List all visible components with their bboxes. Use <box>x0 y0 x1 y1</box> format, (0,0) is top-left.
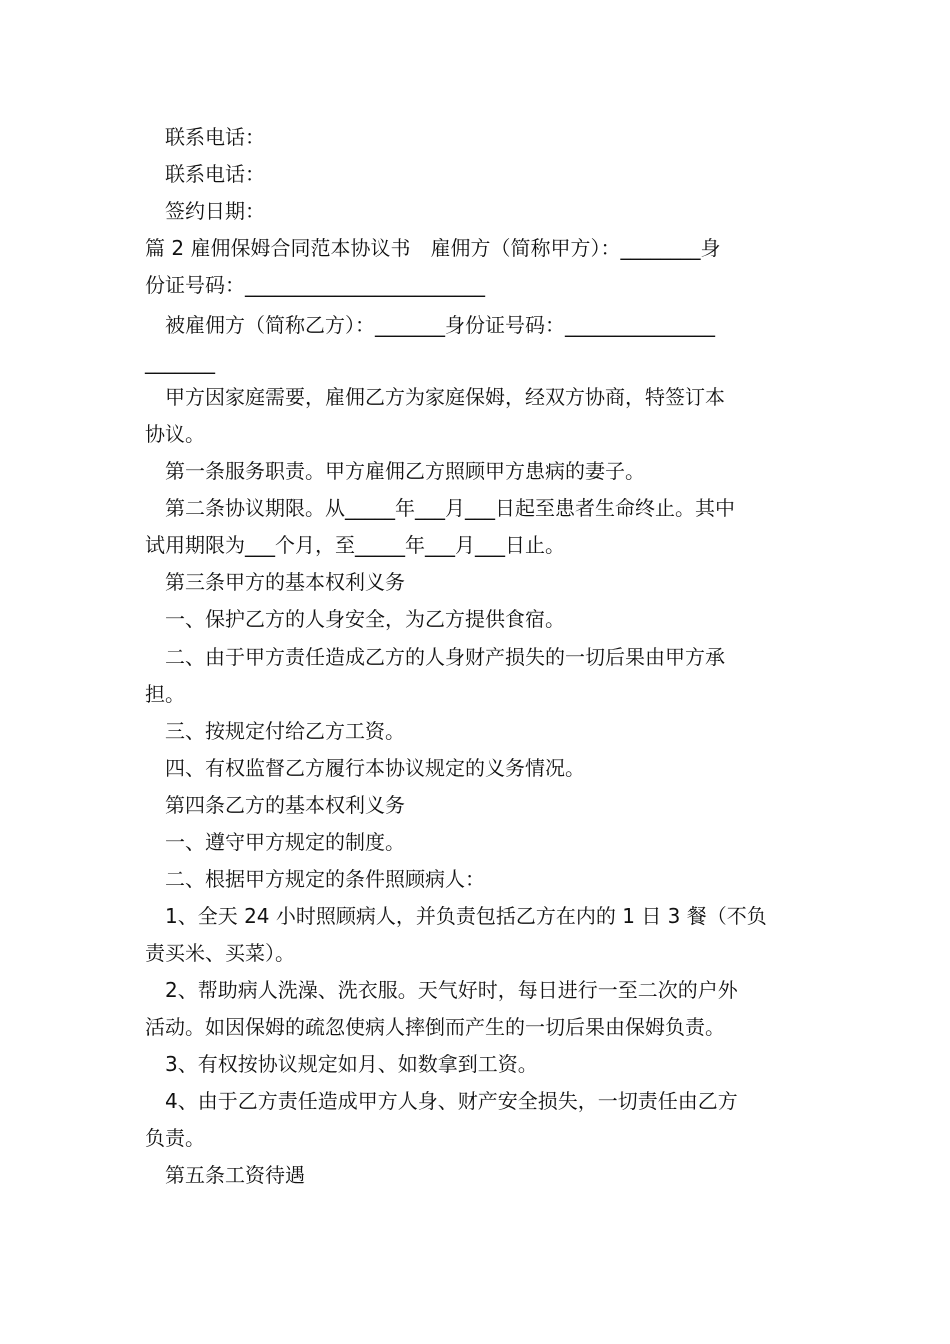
article-1: 第一条服务职责。甲方雇佣乙方照顾甲方患病的妻子。 <box>165 459 645 483</box>
preamble-line-2: 协议。 <box>145 422 205 446</box>
article-5-heading: 第五条工资待遇 <box>165 1163 305 1187</box>
section-heading-employer: 篇 2 雇佣保姆合同范本协议书 雇佣方（简称甲方）：________身 <box>145 236 721 260</box>
article-4-sub-1-line-1: 1、全天 24 小时照顾病人，并负责包括乙方在内的 1 日 3 餐（不负 <box>165 904 767 928</box>
article-4-item-2: 二、根据甲方规定的条件照顾病人： <box>165 867 485 891</box>
contact-phone-line-2: 联系电话： <box>165 162 265 186</box>
article-4-sub-2-line-2: 活动。如因保姆的疏忽使病人摔倒而产生的一切后果由保姆负责。 <box>145 1015 725 1039</box>
employer-id-line: 份证号码：________________________ <box>145 273 485 297</box>
article-4-sub-2-line-1: 2、帮助病人洗澡、洗衣服。天气好时，每日进行一至二次的户外 <box>165 978 738 1002</box>
article-3-item-3: 三、按规定付给乙方工资。 <box>165 719 405 743</box>
article-4-sub-4-line-2: 负责。 <box>145 1126 205 1150</box>
preamble-line-1: 甲方因家庭需要，雇佣乙方为家庭保姆，经双方协商，特签订本 <box>165 385 725 409</box>
article-3-heading: 第三条甲方的基本权利义务 <box>165 570 405 594</box>
contact-phone-line-1: 联系电话： <box>165 125 265 149</box>
employee-id-continuation: _______ <box>145 350 215 374</box>
article-3-item-4: 四、有权监督乙方履行本协议规定的义务情况。 <box>165 756 585 780</box>
article-2-line-1: 第二条协议期限。从_____年___月___日起至患者生命终止。其中 <box>165 496 735 520</box>
article-4-sub-3: 3、有权按协议规定如月、如数拿到工资。 <box>165 1052 538 1076</box>
article-4-sub-4-line-1: 4、由于乙方责任造成甲方人身、财产安全损失，一切责任由乙方 <box>165 1089 738 1113</box>
article-4-sub-1-line-2: 责买米、买菜）。 <box>145 941 295 965</box>
signing-date-line: 签约日期： <box>165 199 265 223</box>
employee-line: 被雇佣方（简称乙方）：_______身份证号码：_______________ <box>165 313 715 337</box>
article-3-item-2-line-2: 担。 <box>145 682 185 706</box>
article-2-line-2: 试用期限为___个月，至_____年___月___日止。 <box>145 533 565 557</box>
article-4-item-1: 一、遵守甲方规定的制度。 <box>165 830 405 854</box>
article-3-item-2-line-1: 二、由于甲方责任造成乙方的人身财产损失的一切后果由甲方承 <box>165 645 725 669</box>
article-3-item-1: 一、保护乙方的人身安全，为乙方提供食宿。 <box>165 607 565 631</box>
article-4-heading: 第四条乙方的基本权利义务 <box>165 793 405 817</box>
